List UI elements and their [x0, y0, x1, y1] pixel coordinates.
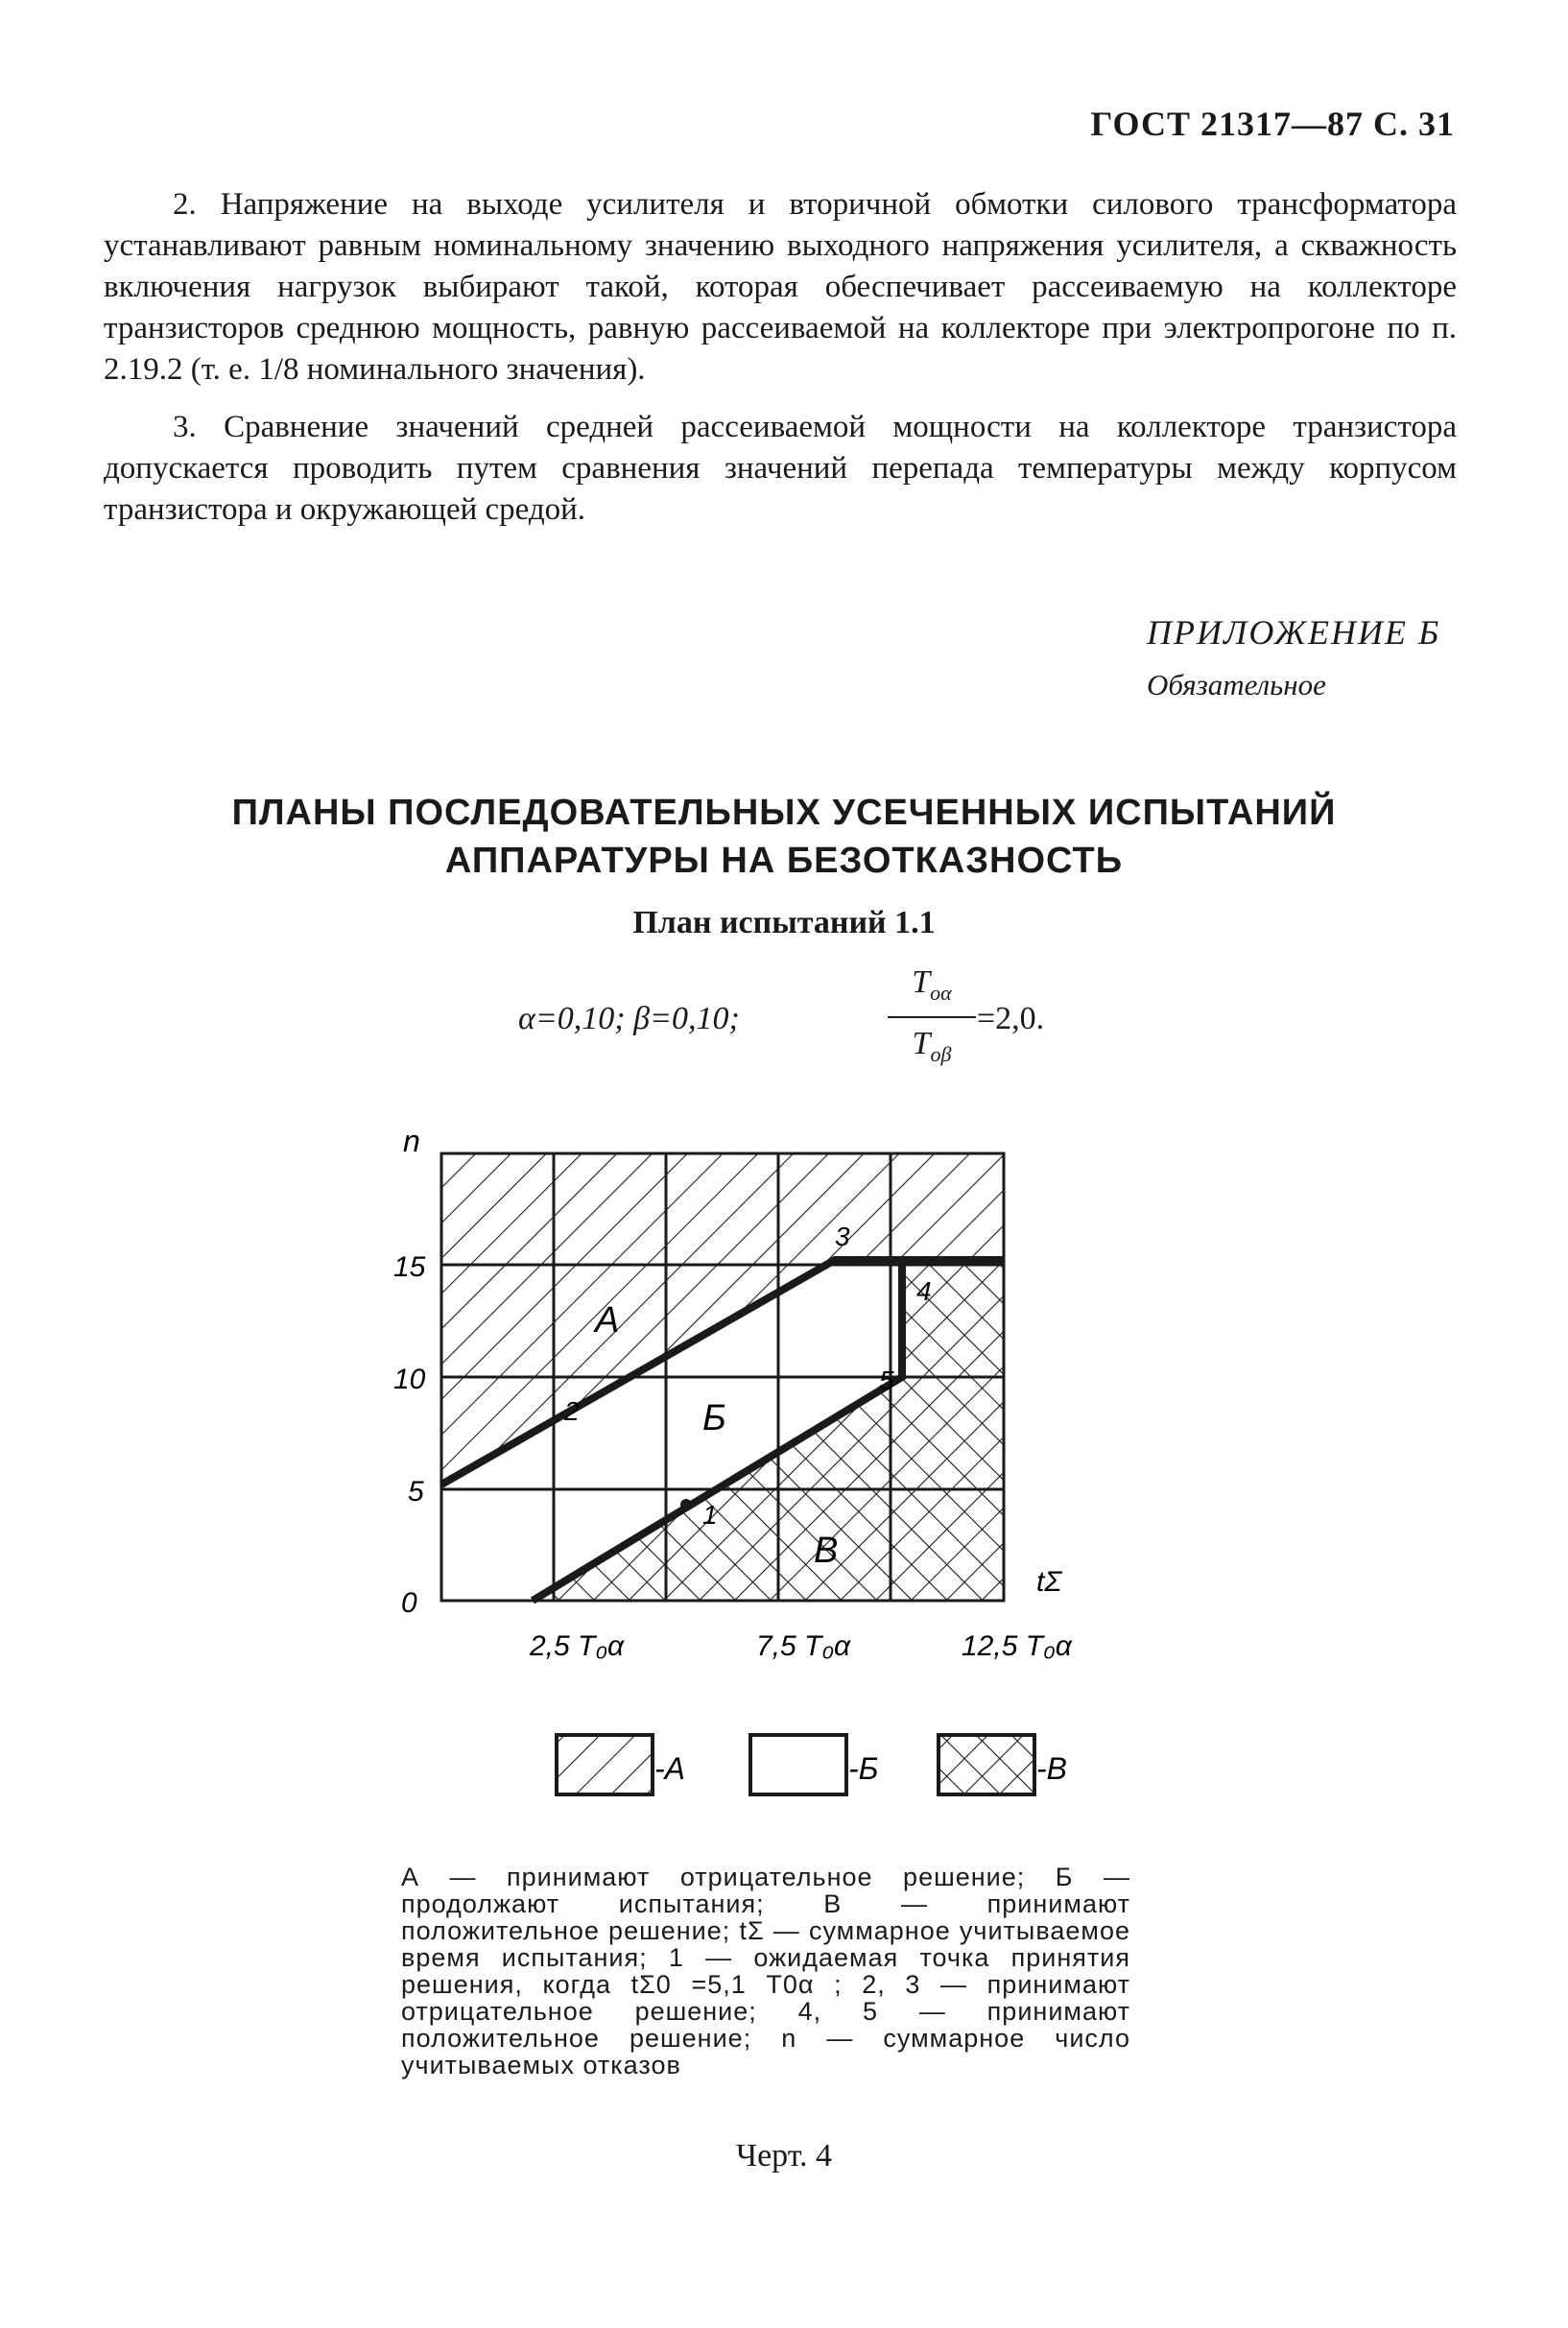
x-tick-12-5: 12,5 T₀α: [962, 1630, 1072, 1662]
legend-label-b: -Б: [848, 1751, 879, 1786]
x-tick-2-5: 2,5 T₀α: [530, 1630, 625, 1662]
test-plan-chart: [365, 1123, 1132, 1862]
chart-legend: [557, 1735, 1067, 1794]
main-title-line-2: АППАРАТУРЫ НА БЕЗОТКАЗНОСТЬ: [444, 841, 1124, 881]
legend-swatch-b: [750, 1735, 846, 1794]
main-title-line-1: ПЛАНЫ ПОСЛЕДОВАТЕЛЬНЫХ УСЕЧЕННЫХ ИСПЫТАНИЙ: [231, 793, 1337, 833]
point-label-2: 2: [564, 1396, 580, 1426]
page-header: ГОСТ 21317—87 С. 31: [1090, 105, 1455, 143]
y-tick-10: 10: [393, 1364, 426, 1395]
formula-denominator-symbol: T: [912, 1026, 931, 1061]
x-axis-label: tΣ: [1036, 1566, 1062, 1598]
paragraph-3: [104, 407, 1457, 531]
decision-point-marker: [680, 1499, 692, 1510]
y-tick-15: 15: [393, 1251, 426, 1283]
paragraph-2-text: 2. Напряжение на выходе усилителя и вторичной обмотки силового трансформатора устанавливают равным номинальному значению выходного напряжения усилителя, а скважность включения нагрузок выбирают такой, которая обеспечивает рассеиваемую на коллекторе транзисторов среднюю мощность, равную рассеиваемой на коллекторе при электропрогоне по п. 2.19.2 (т. е. 1/8 номинального значения).: [104, 187, 1457, 387]
formula-numerator-symbol: T: [912, 964, 931, 1000]
formula: [518, 964, 1056, 1080]
region-b-label: Б: [702, 1398, 726, 1438]
appendix-title: ПРИЛОЖЕНИЕ Б: [1147, 613, 1441, 652]
plan-label: План испытаний 1.1: [632, 905, 936, 940]
y-tick-0: 0: [401, 1587, 417, 1619]
x-tick-7-5: 7,5 T₀α: [756, 1630, 851, 1662]
point-label-1: 1: [702, 1500, 718, 1530]
paragraph-3-text: 3. Сравнение значений средней рассеиваемой мощности на коллекторе транзистора допускается проводить путем сравнения значений перепада температуры между корпусом транзистора и окружающей средой.: [104, 410, 1457, 527]
formula-denominator: [888, 1026, 976, 1067]
legend-label-v: -В: [1036, 1751, 1067, 1786]
point-label-4: 4: [916, 1276, 932, 1306]
fraction-bar: [888, 1016, 976, 1018]
formula-numerator: [888, 964, 976, 1006]
y-axis-label: n: [403, 1124, 420, 1158]
formula-numerator-subscript: oα: [930, 980, 952, 1005]
paragraph-2: [104, 184, 1457, 391]
figure-number: Черт. 4: [735, 2138, 833, 2174]
point-label-5: 5: [879, 1366, 894, 1395]
region-v-label: В: [814, 1531, 839, 1571]
figure-caption: А — принимают отрицательное решение; Б — продолжают испытания; В — принимают положительное решение; tΣ — суммарное учитываемое время испытания; 1 — ожидаемая точка принятия решения, когда tΣ0 =5,1 T0α ; 2, 3 — принимают отрицательное решение; 4, 5 — принимают положительное решение; n — суммарное число учитываемых отказов: [401, 1863, 1130, 2079]
formula-rhs: =2,0.: [977, 1001, 1045, 1036]
formula-denominator-subscript: oβ: [930, 1041, 952, 1066]
point-label-3: 3: [835, 1222, 850, 1251]
appendix-subtitle: Обязательное: [1147, 668, 1326, 701]
legend-label-a: -А: [654, 1751, 685, 1786]
region-a-label: А: [595, 1300, 620, 1341]
legend-swatch-v: [938, 1735, 1034, 1794]
y-tick-5: 5: [408, 1476, 424, 1508]
formula-lhs: α=0,10; β=0,10;: [518, 1001, 740, 1036]
legend-swatch-a: [557, 1735, 653, 1794]
